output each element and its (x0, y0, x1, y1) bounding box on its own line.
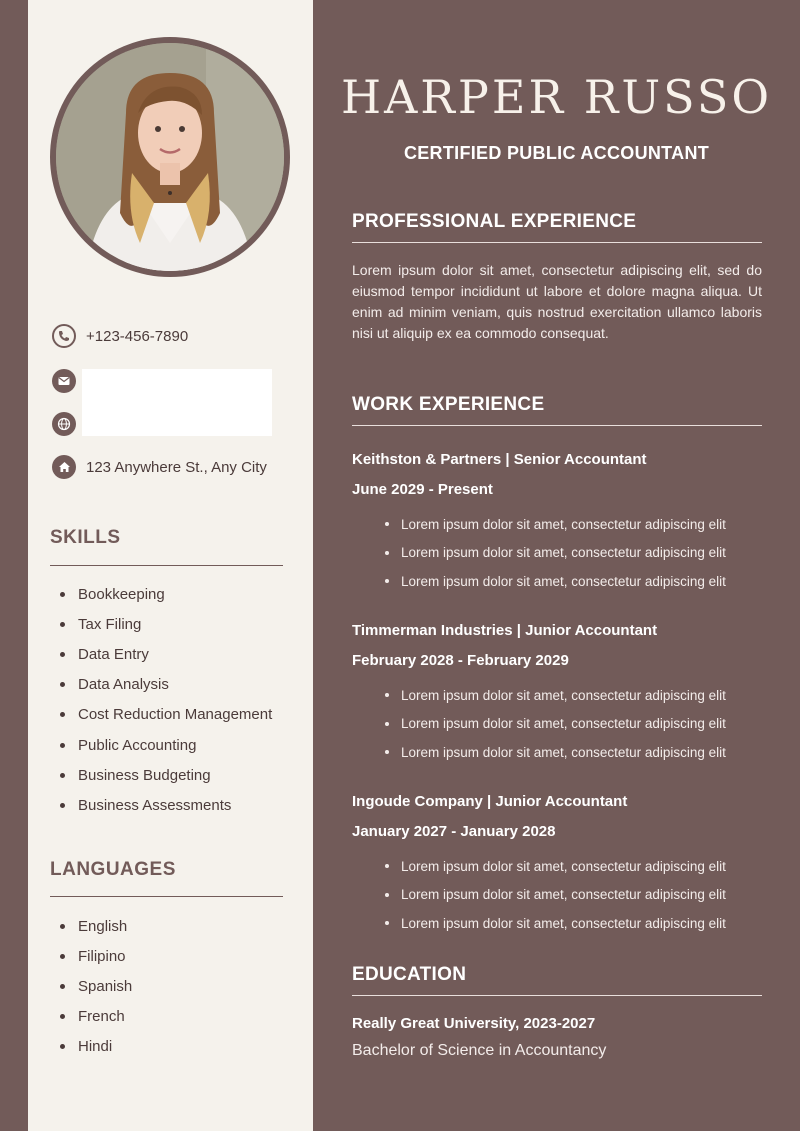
work-divider (352, 425, 762, 426)
skills-divider (50, 565, 283, 566)
bullet-dot (60, 652, 65, 657)
contact-email (52, 369, 86, 393)
contact-web (52, 412, 86, 436)
bullet-dot (60, 1014, 65, 1019)
skill-item (50, 760, 272, 790)
globe-icon (52, 412, 76, 436)
address-text: 123 Anywhere St., Any City (86, 458, 267, 476)
education-heading: EDUCATION (352, 964, 467, 985)
job-bullet-text: Lorem ipsum dolor sit amet, consectetur adipiscing elit (401, 887, 726, 903)
languages-heading: LANGUAGES (50, 859, 176, 880)
bullet-dot (385, 693, 389, 697)
work-experience-heading: WORK EXPERIENCE (352, 394, 545, 415)
job-bullet (385, 710, 726, 739)
bullet-dot (60, 622, 65, 627)
skill-item (50, 790, 272, 820)
bullet-dot (385, 864, 389, 868)
professional-divider (352, 242, 762, 243)
job-header: Keithston & Partners | Senior Accountant (352, 451, 647, 468)
main-content (313, 0, 800, 1131)
bullet-dot (60, 743, 65, 748)
sidebar (28, 0, 313, 1131)
skill-item (50, 700, 272, 730)
skill-item-label: Business Budgeting (78, 766, 211, 784)
skill-item-label: Data Analysis (78, 676, 169, 694)
phone-icon (52, 324, 76, 348)
skill-item-label: Data Entry (78, 645, 149, 663)
bullet-dot (385, 551, 389, 555)
language-item-label: Filipino (78, 947, 126, 965)
bullet-dot (60, 712, 65, 717)
email-icon (52, 369, 76, 393)
language-item-label: English (78, 917, 128, 935)
skills-list (50, 579, 272, 821)
languages-list (50, 911, 132, 1062)
language-item (50, 911, 132, 941)
job-dates: February 2028 - February 2029 (352, 652, 569, 669)
languages-divider (50, 896, 283, 897)
skill-item-label: Business Assessments (78, 796, 232, 814)
bullet-dot (60, 803, 65, 808)
job-header: Ingoude Company | Junior Accountant (352, 793, 628, 810)
phone-number[interactable]: +123-456-7890 (86, 327, 189, 345)
candidate-title: CERTIFIED PUBLIC ACCOUNTANT (403, 143, 710, 163)
job-bullet (385, 681, 726, 710)
job-dates: January 2027 - January 2028 (352, 823, 556, 840)
language-item-label: French (78, 1008, 125, 1026)
skill-item-label: Public Accounting (78, 736, 197, 754)
job-bullets (385, 852, 726, 938)
language-item (50, 1002, 132, 1032)
skills-heading: SKILLS (50, 527, 121, 548)
bullet-dot (385, 722, 389, 726)
bullet-dot (385, 921, 389, 925)
job-bullet-text: Lorem ipsum dolor sit amet, consectetur adipiscing elit (401, 545, 726, 561)
candidate-name: HARPER RUSSO (340, 70, 773, 124)
professional-summary: Lorem ipsum dolor sit amet, consectetur adipiscing elit, sed do eiusmod tempor incididunt ut labore et dolore magna aliqua. Ut enim ad minim veniam, quis nostrud exercitation ullamco laboris nisi ut aliquip ex ea commodo consequat. (352, 262, 762, 341)
bullet-dot (385, 522, 389, 526)
job-bullet-text: Lorem ipsum dolor sit amet, consectetur adipiscing elit (401, 573, 726, 589)
job-header: Timmerman Industries | Junior Accountant (352, 622, 658, 639)
education-school: Really Great University, 2023-2027 (352, 1015, 596, 1032)
job-bullet-text: Lorem ipsum dolor sit amet, consectetur adipiscing elit (401, 858, 726, 874)
job-bullet-text: Lorem ipsum dolor sit amet, consectetur adipiscing elit (401, 744, 726, 760)
education-degree: Bachelor of Science in Accountancy (352, 1042, 607, 1059)
job-bullets (385, 510, 726, 596)
skill-item (50, 579, 272, 609)
bullet-dot (60, 924, 65, 929)
contact-phone (52, 324, 188, 348)
profile-photo (56, 43, 284, 271)
job-bullet-text: Lorem ipsum dolor sit amet, consectetur adipiscing elit (401, 716, 726, 732)
job-bullet (385, 909, 726, 938)
job-dates: June 2029 - Present (352, 481, 493, 498)
bullet-dot (385, 750, 389, 754)
job-bullet-text: Lorem ipsum dolor sit amet, consectetur adipiscing elit (401, 915, 726, 931)
profile-photo-frame (50, 37, 290, 277)
skill-item-label: Tax Filing (78, 615, 142, 633)
skill-item-label: Cost Reduction Management (78, 706, 273, 724)
bullet-dot (385, 893, 389, 897)
language-item (50, 941, 132, 971)
job-bullet (385, 510, 726, 539)
bullet-dot (60, 592, 65, 597)
job-bullet-text: Lorem ipsum dolor sit amet, consectetur adipiscing elit (401, 687, 726, 703)
skill-item (50, 639, 272, 669)
language-item-label: Hindi (78, 1038, 113, 1056)
language-item-label: Spanish (78, 977, 133, 995)
home-icon (52, 455, 76, 479)
skill-item (50, 609, 272, 639)
language-item (50, 971, 132, 1001)
job-bullet (385, 738, 726, 767)
job-bullet (385, 852, 726, 881)
redacted-contact-block (82, 369, 272, 436)
job-bullets (385, 681, 726, 767)
skill-item (50, 670, 272, 700)
job-bullet-text: Lorem ipsum dolor sit amet, consectetur adipiscing elit (401, 516, 726, 532)
bullet-dot (60, 954, 65, 959)
bullet-dot (60, 773, 65, 778)
skill-item (50, 730, 272, 760)
education-divider (352, 995, 762, 996)
professional-experience-heading: PROFESSIONAL EXPERIENCE (352, 211, 637, 232)
bullet-dot (385, 579, 389, 583)
language-item (50, 1032, 132, 1062)
bullet-dot (60, 682, 65, 687)
job-bullet (385, 881, 726, 910)
skill-item-label: Bookkeeping (78, 585, 165, 603)
bullet-dot (60, 984, 65, 989)
contact-address (52, 455, 267, 479)
portrait-illustration (56, 43, 284, 271)
job-bullet (385, 567, 726, 596)
bullet-dot (60, 1044, 65, 1049)
job-bullet (385, 539, 726, 568)
